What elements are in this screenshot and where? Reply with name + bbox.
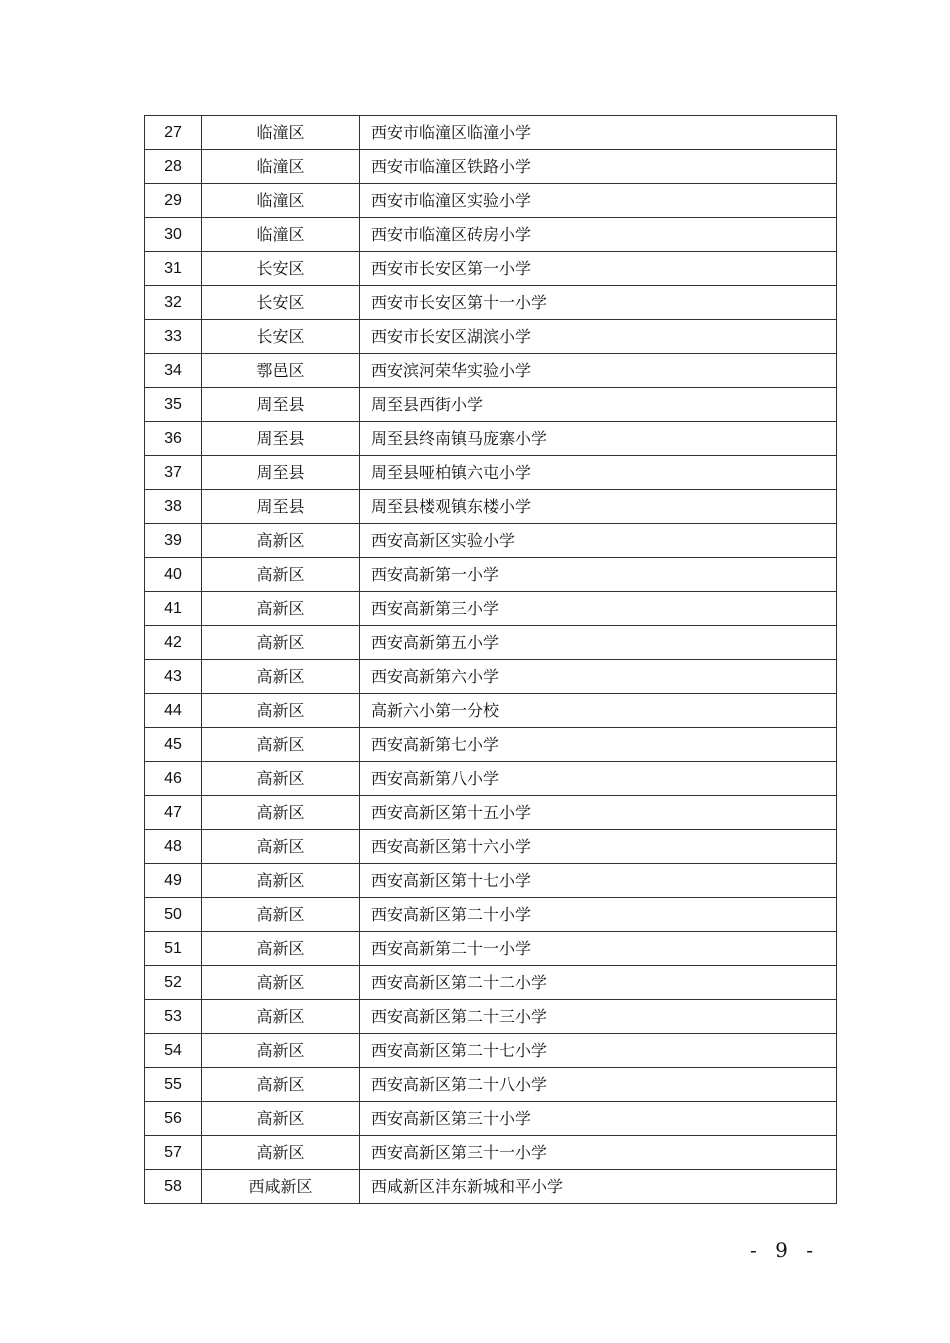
school-list-table [144, 115, 837, 1204]
district-cell: 临潼区 [202, 116, 360, 150]
row-number: 51 [145, 932, 202, 966]
school-name-cell: 西安高新区第二十小学 [360, 898, 837, 932]
school-name-cell: 西安高新区第二十二小学 [360, 966, 837, 1000]
district-cell: 高新区 [202, 864, 360, 898]
row-number: 46 [145, 762, 202, 796]
school-name-cell: 西安高新区第二十七小学 [360, 1034, 837, 1068]
table-row [145, 150, 837, 184]
district-cell: 高新区 [202, 660, 360, 694]
school-name-cell: 西安市临潼区实验小学 [360, 184, 837, 218]
table-row [145, 898, 837, 932]
school-name-cell: 西安高新区第十五小学 [360, 796, 837, 830]
school-name-cell: 西安高新区第十六小学 [360, 830, 837, 864]
row-number: 30 [145, 218, 202, 252]
school-name-cell: 西安市临潼区砖房小学 [360, 218, 837, 252]
school-name-cell: 西安高新第六小学 [360, 660, 837, 694]
row-number: 36 [145, 422, 202, 456]
school-name-cell: 西安高新第三小学 [360, 592, 837, 626]
school-name-cell: 周至县楼观镇东楼小学 [360, 490, 837, 524]
row-number: 37 [145, 456, 202, 490]
row-number: 45 [145, 728, 202, 762]
row-number: 28 [145, 150, 202, 184]
row-number: 44 [145, 694, 202, 728]
table-row [145, 660, 837, 694]
table-row [145, 116, 837, 150]
district-cell: 高新区 [202, 1136, 360, 1170]
school-name-cell: 西安高新区第二十八小学 [360, 1068, 837, 1102]
row-number: 48 [145, 830, 202, 864]
table-body [145, 116, 837, 1204]
table-row [145, 728, 837, 762]
table-row [145, 694, 837, 728]
row-number: 54 [145, 1034, 202, 1068]
school-name-cell: 周至县西街小学 [360, 388, 837, 422]
page-number: - 9 - [750, 1238, 819, 1262]
row-number: 53 [145, 1000, 202, 1034]
school-name-cell: 西安高新区第三十小学 [360, 1102, 837, 1136]
school-name-cell: 西安市长安区第十一小学 [360, 286, 837, 320]
district-cell: 高新区 [202, 626, 360, 660]
table-row [145, 1000, 837, 1034]
row-number: 47 [145, 796, 202, 830]
row-number: 40 [145, 558, 202, 592]
table-row [145, 1102, 837, 1136]
table-row [145, 320, 837, 354]
district-cell: 周至县 [202, 388, 360, 422]
district-cell: 高新区 [202, 1000, 360, 1034]
school-name-cell: 西咸新区沣东新城和平小学 [360, 1170, 837, 1204]
table-row [145, 966, 837, 1000]
row-number: 52 [145, 966, 202, 1000]
district-cell: 高新区 [202, 1102, 360, 1136]
table-row [145, 354, 837, 388]
district-cell: 高新区 [202, 762, 360, 796]
school-name-cell: 西安高新区第十七小学 [360, 864, 837, 898]
row-number: 39 [145, 524, 202, 558]
row-number: 27 [145, 116, 202, 150]
table-row [145, 1170, 837, 1204]
table-row [145, 218, 837, 252]
row-number: 50 [145, 898, 202, 932]
district-cell: 周至县 [202, 422, 360, 456]
district-cell: 临潼区 [202, 150, 360, 184]
row-number: 32 [145, 286, 202, 320]
table-row [145, 184, 837, 218]
school-name-cell: 西安高新第五小学 [360, 626, 837, 660]
school-name-cell: 周至县哑柏镇六屯小学 [360, 456, 837, 490]
district-cell: 西咸新区 [202, 1170, 360, 1204]
row-number: 31 [145, 252, 202, 286]
table-row [145, 830, 837, 864]
table-row [145, 252, 837, 286]
district-cell: 高新区 [202, 796, 360, 830]
table-row [145, 1034, 837, 1068]
row-number: 42 [145, 626, 202, 660]
district-cell: 高新区 [202, 728, 360, 762]
table-row [145, 558, 837, 592]
district-cell: 周至县 [202, 490, 360, 524]
row-number: 38 [145, 490, 202, 524]
school-name-cell: 西安市长安区第一小学 [360, 252, 837, 286]
district-cell: 高新区 [202, 694, 360, 728]
table-row [145, 1068, 837, 1102]
school-name-cell: 周至县终南镇马庞寨小学 [360, 422, 837, 456]
row-number: 49 [145, 864, 202, 898]
school-name-cell: 西安高新区第二十三小学 [360, 1000, 837, 1034]
district-cell: 临潼区 [202, 184, 360, 218]
table-row [145, 286, 837, 320]
school-name-cell: 西安高新第七小学 [360, 728, 837, 762]
table-row [145, 1136, 837, 1170]
row-number: 58 [145, 1170, 202, 1204]
district-cell: 高新区 [202, 524, 360, 558]
row-number: 33 [145, 320, 202, 354]
school-name-cell: 西安高新第八小学 [360, 762, 837, 796]
school-name-cell: 西安市临潼区临潼小学 [360, 116, 837, 150]
district-cell: 长安区 [202, 320, 360, 354]
table-row [145, 422, 837, 456]
table-row [145, 490, 837, 524]
table-row [145, 524, 837, 558]
table-row [145, 592, 837, 626]
district-cell: 高新区 [202, 898, 360, 932]
table-row [145, 388, 837, 422]
row-number: 57 [145, 1136, 202, 1170]
school-name-cell: 西安市临潼区铁路小学 [360, 150, 837, 184]
district-cell: 高新区 [202, 932, 360, 966]
table-row [145, 762, 837, 796]
district-cell: 高新区 [202, 966, 360, 1000]
district-cell: 临潼区 [202, 218, 360, 252]
row-number: 29 [145, 184, 202, 218]
school-name-cell: 西安高新区实验小学 [360, 524, 837, 558]
row-number: 56 [145, 1102, 202, 1136]
row-number: 34 [145, 354, 202, 388]
school-name-cell: 西安高新第一小学 [360, 558, 837, 592]
table-row [145, 864, 837, 898]
school-name-cell: 西安高新第二十一小学 [360, 932, 837, 966]
district-cell: 周至县 [202, 456, 360, 490]
school-name-cell: 西安市长安区湖滨小学 [360, 320, 837, 354]
district-cell: 高新区 [202, 1068, 360, 1102]
row-number: 43 [145, 660, 202, 694]
table-row [145, 456, 837, 490]
school-name-cell: 高新六小第一分校 [360, 694, 837, 728]
district-cell: 鄠邑区 [202, 354, 360, 388]
table-row [145, 932, 837, 966]
district-cell: 高新区 [202, 592, 360, 626]
school-name-cell: 西安高新区第三十一小学 [360, 1136, 837, 1170]
table-row [145, 796, 837, 830]
table-row [145, 626, 837, 660]
district-cell: 高新区 [202, 830, 360, 864]
row-number: 55 [145, 1068, 202, 1102]
row-number: 41 [145, 592, 202, 626]
district-cell: 高新区 [202, 1034, 360, 1068]
district-cell: 长安区 [202, 252, 360, 286]
row-number: 35 [145, 388, 202, 422]
district-cell: 高新区 [202, 558, 360, 592]
district-cell: 长安区 [202, 286, 360, 320]
school-name-cell: 西安滨河荣华实验小学 [360, 354, 837, 388]
